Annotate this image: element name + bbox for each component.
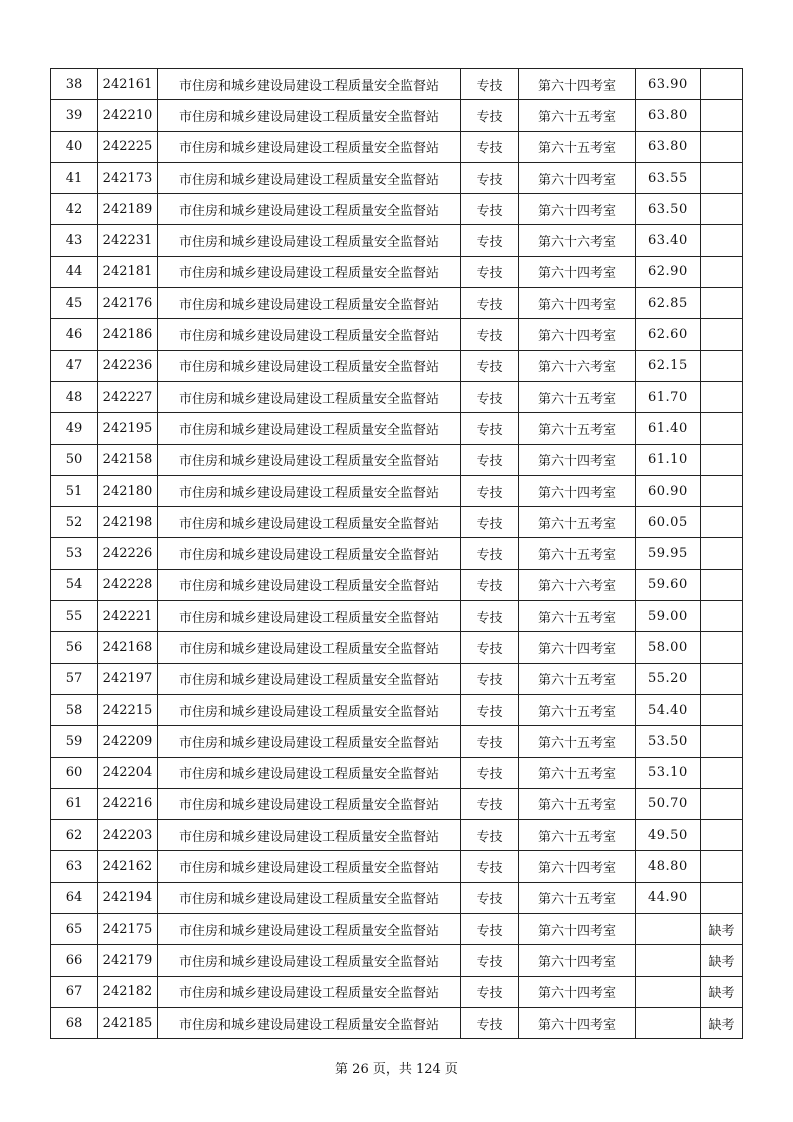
exam-id-cell: 242195 xyxy=(98,413,158,444)
post-type-cell: 专技 xyxy=(461,851,519,882)
unit-name-cell: 市住房和城乡建设局建设工程质量安全监督站 xyxy=(158,882,461,913)
unit-name-cell: 市住房和城乡建设局建设工程质量安全监督站 xyxy=(158,976,461,1007)
post-type-cell: 专技 xyxy=(461,69,519,100)
exam-room-cell: 第六十五考室 xyxy=(519,413,636,444)
exam-id-cell: 242228 xyxy=(98,569,158,600)
table-row xyxy=(51,757,743,788)
row-number-cell: 60 xyxy=(51,757,98,788)
row-number-cell: 38 xyxy=(51,69,98,100)
exam-room-cell: 第六十六考室 xyxy=(519,569,636,600)
unit-name-cell: 市住房和城乡建设局建设工程质量安全监督站 xyxy=(158,69,461,100)
exam-id-cell: 242179 xyxy=(98,945,158,976)
unit-name-cell: 市住房和城乡建设局建设工程质量安全监督站 xyxy=(158,381,461,412)
table-row xyxy=(51,1007,743,1038)
exam-room-cell: 第六十四考室 xyxy=(519,475,636,506)
row-number-cell: 39 xyxy=(51,100,98,131)
row-number-cell: 59 xyxy=(51,726,98,757)
table-row xyxy=(51,256,743,287)
remark-cell: 缺考 xyxy=(701,1007,743,1038)
score-cell: 63.50 xyxy=(636,194,701,225)
score-cell: 62.60 xyxy=(636,319,701,350)
unit-name-cell: 市住房和城乡建设局建设工程质量安全监督站 xyxy=(158,100,461,131)
table-row xyxy=(51,131,743,162)
table-row xyxy=(51,444,743,475)
exam-room-cell: 第六十四考室 xyxy=(519,162,636,193)
post-type-cell: 专技 xyxy=(461,945,519,976)
score-cell: 63.80 xyxy=(636,100,701,131)
unit-name-cell: 市住房和城乡建设局建设工程质量安全监督站 xyxy=(158,851,461,882)
exam-room-cell: 第六十四考室 xyxy=(519,319,636,350)
exam-room-cell: 第六十四考室 xyxy=(519,444,636,475)
exam-room-cell: 第六十五考室 xyxy=(519,757,636,788)
unit-name-cell: 市住房和城乡建设局建设工程质量安全监督站 xyxy=(158,444,461,475)
exam-id-cell: 242216 xyxy=(98,788,158,819)
exam-id-cell: 242221 xyxy=(98,601,158,632)
row-number-cell: 50 xyxy=(51,444,98,475)
unit-name-cell: 市住房和城乡建设局建设工程质量安全监督站 xyxy=(158,475,461,506)
score-cell: 63.40 xyxy=(636,225,701,256)
page-footer: 第 26 页，共 124 页 xyxy=(335,1062,458,1077)
unit-name-cell: 市住房和城乡建设局建设工程质量安全监督站 xyxy=(158,569,461,600)
table-row xyxy=(51,225,743,256)
unit-name-cell: 市住房和城乡建设局建设工程质量安全监督站 xyxy=(158,757,461,788)
exam-room-cell: 第六十五考室 xyxy=(519,882,636,913)
unit-name-cell: 市住房和城乡建设局建设工程质量安全监督站 xyxy=(158,288,461,319)
row-number-cell: 56 xyxy=(51,632,98,663)
exam-room-cell: 第六十四考室 xyxy=(519,914,636,945)
table-row xyxy=(51,381,743,412)
exam-id-cell: 242175 xyxy=(98,914,158,945)
score-cell: 60.90 xyxy=(636,475,701,506)
exam-id-cell: 242231 xyxy=(98,225,158,256)
remark-cell xyxy=(701,726,743,757)
exam-id-cell: 242189 xyxy=(98,194,158,225)
post-type-cell: 专技 xyxy=(461,1007,519,1038)
exam-room-cell: 第六十五考室 xyxy=(519,507,636,538)
unit-name-cell: 市住房和城乡建设局建设工程质量安全监督站 xyxy=(158,632,461,663)
score-cell xyxy=(636,1007,701,1038)
post-type-cell: 专技 xyxy=(461,663,519,694)
unit-name-cell: 市住房和城乡建设局建设工程质量安全监督站 xyxy=(158,225,461,256)
row-number-cell: 61 xyxy=(51,788,98,819)
exam-id-cell: 242173 xyxy=(98,162,158,193)
exam-room-cell: 第六十四考室 xyxy=(519,288,636,319)
post-type-cell: 专技 xyxy=(461,820,519,851)
post-type-cell: 专技 xyxy=(461,319,519,350)
remark-cell xyxy=(701,569,743,600)
exam-room-cell: 第六十五考室 xyxy=(519,788,636,819)
remark-cell xyxy=(701,69,743,100)
table-body xyxy=(51,69,743,1039)
unit-name-cell: 市住房和城乡建设局建设工程质量安全监督站 xyxy=(158,601,461,632)
exam-id-cell: 242225 xyxy=(98,131,158,162)
exam-id-cell: 242209 xyxy=(98,726,158,757)
exam-id-cell: 242198 xyxy=(98,507,158,538)
score-cell: 53.10 xyxy=(636,757,701,788)
post-type-cell: 专技 xyxy=(461,601,519,632)
exam-room-cell: 第六十四考室 xyxy=(519,194,636,225)
remark-cell xyxy=(701,507,743,538)
score-cell: 53.50 xyxy=(636,726,701,757)
row-number-cell: 47 xyxy=(51,350,98,381)
exam-id-cell: 242204 xyxy=(98,757,158,788)
remark-cell xyxy=(701,225,743,256)
exam-id-cell: 242186 xyxy=(98,319,158,350)
score-cell: 62.85 xyxy=(636,288,701,319)
table-row xyxy=(51,914,743,945)
exam-room-cell: 第六十四考室 xyxy=(519,632,636,663)
remark-cell xyxy=(701,194,743,225)
score-cell: 62.90 xyxy=(636,256,701,287)
exam-id-cell: 242158 xyxy=(98,444,158,475)
score-cell: 63.55 xyxy=(636,162,701,193)
score-cell: 60.05 xyxy=(636,507,701,538)
score-cell: 44.90 xyxy=(636,882,701,913)
unit-name-cell: 市住房和城乡建设局建设工程质量安全监督站 xyxy=(158,945,461,976)
table-row xyxy=(51,69,743,100)
row-number-cell: 65 xyxy=(51,914,98,945)
post-type-cell: 专技 xyxy=(461,131,519,162)
remark-cell xyxy=(701,413,743,444)
post-type-cell: 专技 xyxy=(461,194,519,225)
unit-name-cell: 市住房和城乡建设局建设工程质量安全监督站 xyxy=(158,914,461,945)
exam-id-cell: 242236 xyxy=(98,350,158,381)
row-number-cell: 45 xyxy=(51,288,98,319)
exam-room-cell: 第六十五考室 xyxy=(519,100,636,131)
row-number-cell: 48 xyxy=(51,381,98,412)
remark-cell xyxy=(701,788,743,819)
post-type-cell: 专技 xyxy=(461,413,519,444)
table-row xyxy=(51,601,743,632)
unit-name-cell: 市住房和城乡建设局建设工程质量安全监督站 xyxy=(158,256,461,287)
score-cell: 49.50 xyxy=(636,820,701,851)
row-number-cell: 64 xyxy=(51,882,98,913)
table-row xyxy=(51,413,743,444)
unit-name-cell: 市住房和城乡建设局建设工程质量安全监督站 xyxy=(158,131,461,162)
remark-cell xyxy=(701,601,743,632)
exam-id-cell: 242180 xyxy=(98,475,158,506)
row-number-cell: 58 xyxy=(51,694,98,725)
unit-name-cell: 市住房和城乡建设局建设工程质量安全监督站 xyxy=(158,194,461,225)
score-cell xyxy=(636,976,701,1007)
table-row xyxy=(51,569,743,600)
exam-room-cell: 第六十四考室 xyxy=(519,256,636,287)
remark-cell xyxy=(701,319,743,350)
exam-room-cell: 第六十四考室 xyxy=(519,851,636,882)
row-number-cell: 43 xyxy=(51,225,98,256)
exam-id-cell: 242210 xyxy=(98,100,158,131)
row-number-cell: 55 xyxy=(51,601,98,632)
remark-cell: 缺考 xyxy=(701,945,743,976)
remark-cell xyxy=(701,100,743,131)
row-number-cell: 52 xyxy=(51,507,98,538)
unit-name-cell: 市住房和城乡建设局建设工程质量安全监督站 xyxy=(158,162,461,193)
remark-cell xyxy=(701,381,743,412)
score-cell: 61.10 xyxy=(636,444,701,475)
remark-cell xyxy=(701,757,743,788)
table-row xyxy=(51,100,743,131)
table-row xyxy=(51,663,743,694)
score-cell xyxy=(636,945,701,976)
row-number-cell: 66 xyxy=(51,945,98,976)
exam-room-cell: 第六十六考室 xyxy=(519,350,636,381)
score-cell: 58.00 xyxy=(636,632,701,663)
post-type-cell: 专技 xyxy=(461,256,519,287)
post-type-cell: 专技 xyxy=(461,976,519,1007)
remark-cell: 缺考 xyxy=(701,914,743,945)
remark-cell xyxy=(701,851,743,882)
row-number-cell: 41 xyxy=(51,162,98,193)
table-row xyxy=(51,288,743,319)
unit-name-cell: 市住房和城乡建设局建设工程质量安全监督站 xyxy=(158,413,461,444)
post-type-cell: 专技 xyxy=(461,694,519,725)
score-cell: 48.80 xyxy=(636,851,701,882)
exam-id-cell: 242197 xyxy=(98,663,158,694)
remark-cell xyxy=(701,444,743,475)
exam-room-cell: 第六十六考室 xyxy=(519,225,636,256)
exam-id-cell: 242182 xyxy=(98,976,158,1007)
post-type-cell: 专技 xyxy=(461,914,519,945)
exam-room-cell: 第六十五考室 xyxy=(519,820,636,851)
table-row xyxy=(51,820,743,851)
exam-room-cell: 第六十四考室 xyxy=(519,1007,636,1038)
post-type-cell: 专技 xyxy=(461,225,519,256)
row-number-cell: 49 xyxy=(51,413,98,444)
row-number-cell: 51 xyxy=(51,475,98,506)
exam-room-cell: 第六十五考室 xyxy=(519,726,636,757)
score-cell xyxy=(636,914,701,945)
table-row xyxy=(51,976,743,1007)
table-row xyxy=(51,507,743,538)
score-cell: 63.90 xyxy=(636,69,701,100)
table-row xyxy=(51,319,743,350)
post-type-cell: 专技 xyxy=(461,726,519,757)
score-cell: 55.20 xyxy=(636,663,701,694)
row-number-cell: 40 xyxy=(51,131,98,162)
table-row xyxy=(51,851,743,882)
exam-id-cell: 242181 xyxy=(98,256,158,287)
post-type-cell: 专技 xyxy=(461,350,519,381)
remark-cell xyxy=(701,820,743,851)
table-row xyxy=(51,194,743,225)
table-row xyxy=(51,694,743,725)
remark-cell xyxy=(701,256,743,287)
exam-id-cell: 242226 xyxy=(98,538,158,569)
score-cell: 62.15 xyxy=(636,350,701,381)
score-cell: 61.70 xyxy=(636,381,701,412)
post-type-cell: 专技 xyxy=(461,632,519,663)
row-number-cell: 67 xyxy=(51,976,98,1007)
row-number-cell: 46 xyxy=(51,319,98,350)
exam-room-cell: 第六十五考室 xyxy=(519,663,636,694)
unit-name-cell: 市住房和城乡建设局建设工程质量安全监督站 xyxy=(158,350,461,381)
remark-cell xyxy=(701,288,743,319)
exam-id-cell: 242168 xyxy=(98,632,158,663)
table-row xyxy=(51,162,743,193)
exam-id-cell: 242194 xyxy=(98,882,158,913)
remark-cell xyxy=(701,632,743,663)
exam-room-cell: 第六十五考室 xyxy=(519,694,636,725)
table-row xyxy=(51,350,743,381)
remark-cell xyxy=(701,162,743,193)
row-number-cell: 62 xyxy=(51,820,98,851)
exam-room-cell: 第六十五考室 xyxy=(519,131,636,162)
table-row xyxy=(51,945,743,976)
row-number-cell: 53 xyxy=(51,538,98,569)
score-cell: 54.40 xyxy=(636,694,701,725)
exam-id-cell: 242161 xyxy=(98,69,158,100)
row-number-cell: 54 xyxy=(51,569,98,600)
post-type-cell: 专技 xyxy=(461,788,519,819)
exam-room-cell: 第六十五考室 xyxy=(519,538,636,569)
exam-id-cell: 242185 xyxy=(98,1007,158,1038)
post-type-cell: 专技 xyxy=(461,757,519,788)
exam-room-cell: 第六十四考室 xyxy=(519,945,636,976)
remark-cell xyxy=(701,694,743,725)
unit-name-cell: 市住房和城乡建设局建设工程质量安全监督站 xyxy=(158,319,461,350)
unit-name-cell: 市住房和城乡建设局建设工程质量安全监督站 xyxy=(158,538,461,569)
score-table xyxy=(50,68,743,1039)
score-cell: 63.80 xyxy=(636,131,701,162)
exam-room-cell: 第六十四考室 xyxy=(519,976,636,1007)
post-type-cell: 专技 xyxy=(461,507,519,538)
exam-id-cell: 242162 xyxy=(98,851,158,882)
unit-name-cell: 市住房和城乡建设局建设工程质量安全监督站 xyxy=(158,1007,461,1038)
row-number-cell: 63 xyxy=(51,851,98,882)
row-number-cell: 44 xyxy=(51,256,98,287)
post-type-cell: 专技 xyxy=(461,475,519,506)
table-row xyxy=(51,538,743,569)
exam-room-cell: 第六十五考室 xyxy=(519,381,636,412)
post-type-cell: 专技 xyxy=(461,288,519,319)
remark-cell xyxy=(701,475,743,506)
table-row xyxy=(51,788,743,819)
score-cell: 59.00 xyxy=(636,601,701,632)
post-type-cell: 专技 xyxy=(461,538,519,569)
unit-name-cell: 市住房和城乡建设局建设工程质量安全监督站 xyxy=(158,663,461,694)
table-row xyxy=(51,475,743,506)
post-type-cell: 专技 xyxy=(461,162,519,193)
post-type-cell: 专技 xyxy=(461,381,519,412)
row-number-cell: 42 xyxy=(51,194,98,225)
score-cell: 50.70 xyxy=(636,788,701,819)
remark-cell xyxy=(701,350,743,381)
unit-name-cell: 市住房和城乡建设局建设工程质量安全监督站 xyxy=(158,820,461,851)
table-row xyxy=(51,882,743,913)
remark-cell xyxy=(701,131,743,162)
remark-cell xyxy=(701,663,743,694)
exam-id-cell: 242227 xyxy=(98,381,158,412)
unit-name-cell: 市住房和城乡建设局建设工程质量安全监督站 xyxy=(158,694,461,725)
row-number-cell: 68 xyxy=(51,1007,98,1038)
score-cell: 59.95 xyxy=(636,538,701,569)
row-number-cell: 57 xyxy=(51,663,98,694)
exam-id-cell: 242176 xyxy=(98,288,158,319)
exam-room-cell: 第六十五考室 xyxy=(519,601,636,632)
post-type-cell: 专技 xyxy=(461,444,519,475)
exam-id-cell: 242203 xyxy=(98,820,158,851)
table-row xyxy=(51,726,743,757)
unit-name-cell: 市住房和城乡建设局建设工程质量安全监督站 xyxy=(158,507,461,538)
table-row xyxy=(51,632,743,663)
post-type-cell: 专技 xyxy=(461,882,519,913)
post-type-cell: 专技 xyxy=(461,569,519,600)
unit-name-cell: 市住房和城乡建设局建设工程质量安全监督站 xyxy=(158,726,461,757)
exam-room-cell: 第六十四考室 xyxy=(519,69,636,100)
remark-cell xyxy=(701,882,743,913)
post-type-cell: 专技 xyxy=(461,100,519,131)
score-cell: 61.40 xyxy=(636,413,701,444)
exam-id-cell: 242215 xyxy=(98,694,158,725)
score-cell: 59.60 xyxy=(636,569,701,600)
remark-cell: 缺考 xyxy=(701,976,743,1007)
remark-cell xyxy=(701,538,743,569)
unit-name-cell: 市住房和城乡建设局建设工程质量安全监督站 xyxy=(158,788,461,819)
